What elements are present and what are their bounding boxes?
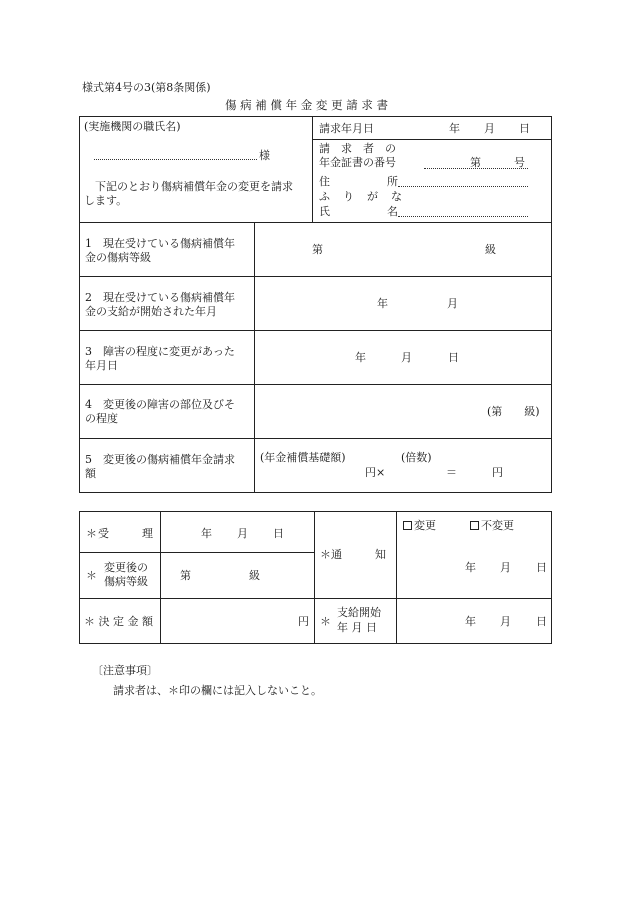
item-2-label-line1: 2 現在受けている傷病補償年 [85, 291, 235, 304]
request-year-label: 年 [449, 122, 460, 135]
pay-start-star: ＊ [320, 615, 331, 628]
checkbox-icon [403, 521, 412, 530]
payment-start-field[interactable] [255, 277, 551, 330]
change-date-month: 月 [401, 351, 412, 364]
item-4-label-line1: 4 変更後の障害の部位及びそ [85, 398, 235, 411]
base-amount-label: (年金補償基礎額) [260, 451, 346, 464]
checkbox-icon [470, 521, 479, 530]
checkbox-fuhenkou[interactable] [470, 520, 514, 531]
claimant-label-line2: 年金証書の番号 [319, 156, 396, 169]
after-change-grade: (第 級) [487, 405, 540, 418]
receipt-year: 年 [201, 527, 212, 540]
furigana-label: ふ り が な [319, 190, 403, 203]
notes-heading: 〔注意事項〕 [92, 664, 158, 677]
item-4-label-line2: の程度 [85, 412, 118, 425]
receipt-label: 受 理 [98, 527, 153, 540]
current-grade-field[interactable] [255, 223, 551, 276]
current-grade-dai: 第 [312, 243, 323, 256]
agency-name-label: (実施機関の職氏名) [84, 120, 181, 133]
address-label-b: 所 [387, 175, 398, 188]
receipt-day: 日 [273, 527, 284, 540]
request-statement-line2: します。 [84, 194, 128, 207]
item-3-label-line2: 年月日 [85, 359, 118, 372]
item-5-label-line1: 5 変更後の傷病補償年金請求 [85, 453, 235, 466]
name-label-b: 名 [387, 205, 398, 218]
after-grade-label-line1: 変更後の [104, 561, 148, 574]
claim-yen: 円 [492, 466, 503, 479]
change-date-day: 日 [448, 351, 459, 364]
request-date-label: 請求年月日 [319, 122, 374, 135]
after-grade-star: ＊ [86, 569, 97, 582]
address-line[interactable] [398, 186, 528, 187]
pay-start-day: 日 [536, 615, 547, 628]
change-date-year: 年 [355, 351, 366, 364]
claim-amount-field[interactable] [255, 439, 551, 492]
item-1-label-line1: 1 現在受けている傷病補償年 [85, 237, 235, 250]
notify-label: ＊通 知 [320, 548, 386, 561]
fuhenkou-label: 不変更 [481, 519, 514, 532]
item-3-label-line1: 3 障害の程度に変更があった [85, 345, 235, 358]
decision-yen: 円 [298, 615, 309, 628]
name-line[interactable] [398, 216, 528, 217]
sama-label: 様 [259, 149, 270, 162]
item-2-label-line2: 金の支給が開始された年月 [85, 305, 217, 318]
agency-name-line[interactable] [94, 159, 257, 160]
pay-start-year: 年 [465, 615, 476, 628]
checkbox-henkou[interactable] [403, 520, 436, 531]
receipt-star: ＊ [86, 527, 97, 540]
notify-year: 年 [465, 561, 476, 574]
item-1-label-line2: 金の傷病等級 [85, 251, 151, 264]
pay-start-label-line1: 支給開始 [337, 606, 381, 619]
certificate-dai: 第 [470, 156, 481, 169]
pay-start-label-line2: 年 月 日 [337, 621, 377, 634]
yen-times: 円× [365, 466, 386, 479]
notify-day: 日 [536, 561, 547, 574]
equals-sign: ＝ [446, 466, 457, 479]
request-day-label: 日 [519, 122, 530, 135]
current-grade-kyu: 級 [485, 243, 496, 256]
multiple-label: (倍数) [401, 451, 432, 464]
form-reference: 様式第4号の3(第8条関係) [82, 81, 211, 94]
after-grade-dai: 第 [180, 569, 191, 582]
certificate-gou: 号 [514, 156, 525, 169]
decision-amount-label: ＊ 決 定 金 額 [84, 615, 153, 628]
henkou-label: 変更 [414, 519, 436, 532]
after-grade-kyu: 級 [249, 569, 260, 582]
claimant-label-line1: 請 求 者 の [319, 142, 396, 155]
payment-start-month: 月 [447, 297, 458, 310]
name-label-a: 氏 [319, 205, 330, 218]
form-title: 傷 病 補 償 年 金 変 更 請 求 書 [225, 98, 389, 112]
request-month-label: 月 [484, 122, 495, 135]
pay-start-month: 月 [500, 615, 511, 628]
notify-month: 月 [500, 561, 511, 574]
notes-text: 請求者は、＊印の欄には記入しないこと。 [113, 684, 322, 697]
address-label-a: 住 [319, 175, 330, 188]
after-grade-label-line2: 傷病等級 [104, 575, 148, 588]
request-statement-line1: 下記のとおり傷病補償年金の変更を請求 [95, 180, 293, 193]
receipt-month: 月 [237, 527, 248, 540]
item-5-label-line2: 額 [85, 467, 96, 480]
payment-start-year: 年 [377, 297, 388, 310]
